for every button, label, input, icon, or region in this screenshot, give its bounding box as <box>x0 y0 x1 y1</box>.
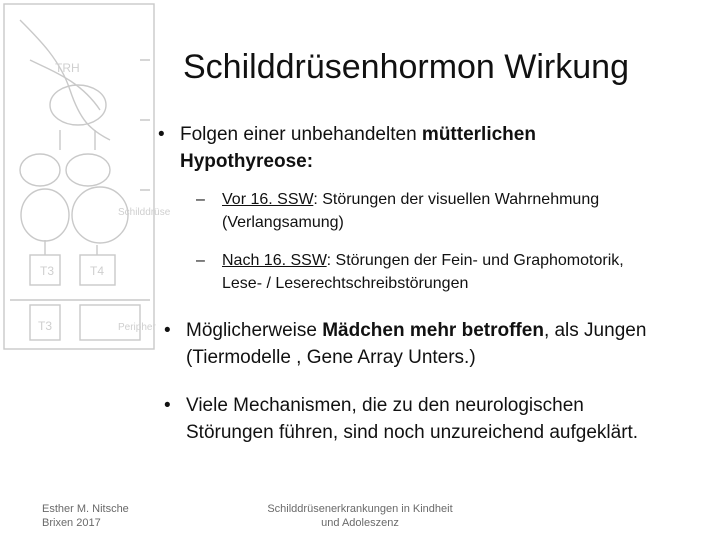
sub-bullet-vor-underlined: Vor 16. SSW <box>222 191 314 208</box>
bullet-marker: • <box>158 124 165 145</box>
diagram-label-peripher: Peripher <box>118 322 156 333</box>
footer-author-name: Esther M. Nitsche <box>42 503 129 515</box>
bullet-marker: • <box>164 395 171 416</box>
bullet-marker: • <box>164 320 171 341</box>
dash-marker: – <box>196 191 205 208</box>
bullet-hypothyreose <box>158 121 640 175</box>
bullet-mechanismen-text: Viele Mechanismen, die zu den neurologischen Störungen führen, sind noch unzureichend aufgeklärt. <box>186 395 639 443</box>
footer-author <box>42 502 192 530</box>
footer-topic-line1: Schilddrüsenerkrankungen in Kindheit <box>267 503 453 515</box>
footer-author-place: Brixen 2017 <box>42 517 101 529</box>
bullet-maedchen <box>164 317 656 371</box>
diagram-label-t4: T4 <box>90 264 105 278</box>
diagram-label-t3: T3 <box>40 264 55 278</box>
bullet-hypothyreose-text: Folgen einer unbehandelten <box>180 124 422 145</box>
diagram-label-t3-lower: T3 <box>38 319 53 333</box>
sub-bullet-nach-16-ssw <box>196 249 662 295</box>
bullet-mechanismen <box>164 392 656 446</box>
bullet-maedchen-pre: Möglicherweise <box>186 320 323 341</box>
dash-marker: – <box>196 252 205 269</box>
sub-bullet-vor-text: : Störungen der visuellen Wahrnehmung (Verlangsamung) <box>222 191 600 231</box>
diagram-label-trh: TRH <box>55 61 80 75</box>
sub-bullet-vor-16-ssw <box>196 188 662 234</box>
footer-topic-line2: und Adoleszenz <box>321 517 399 529</box>
sub-bullet-nach-text: : Störungen der Fein- und Graphomotorik, Lese- / Leserechtschreibstörungen <box>222 252 624 292</box>
bullet-hypothyreose-bold: mütterlichen Hypothyreose: <box>180 124 536 172</box>
thyroid-regulation-diagram <box>0 0 171 355</box>
bullet-maedchen-bold: Mädchen mehr betroffen <box>322 320 544 341</box>
slide-title: Schilddrüsenhormon Wirkung <box>183 48 629 86</box>
diagram-label-schilddruese: Schilddrüse <box>118 207 171 218</box>
bullet-maedchen-post: , als Jungen (Tiermodelle , Gene Array Unters.) <box>186 320 647 368</box>
sub-bullet-nach-underlined: Nach 16. SSW <box>222 252 327 269</box>
footer-topic <box>250 502 470 530</box>
